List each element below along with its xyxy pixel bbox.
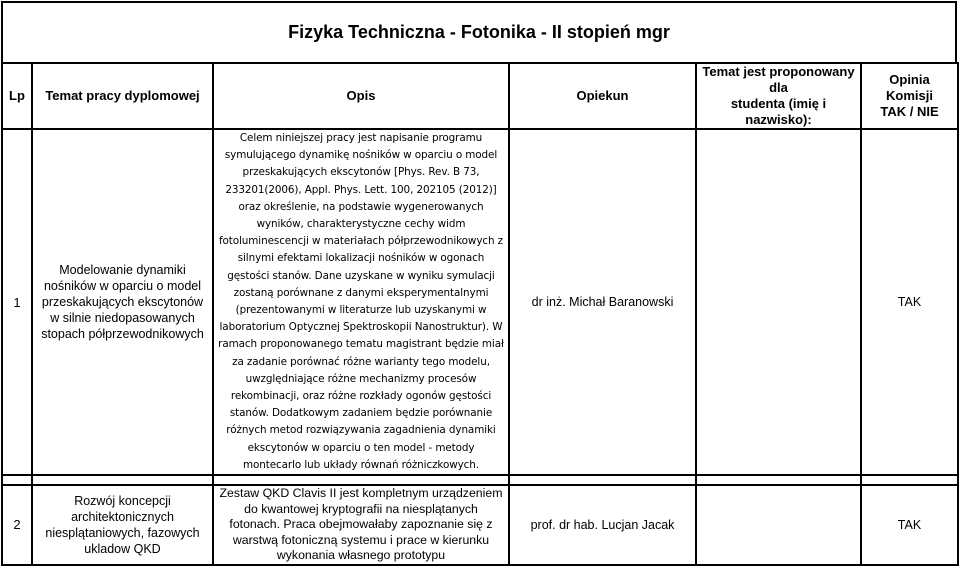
committee-opinion: TAK — [861, 485, 958, 565]
header-opinion-line3: TAK / NIE — [880, 104, 939, 119]
thesis-supervisor: prof. dr hab. Lucjan Jacak — [509, 485, 696, 565]
header-proposed-line2: studenta (imię i nazwisko): — [730, 96, 827, 127]
header-committee-opinion — [861, 63, 958, 129]
header-supervisor: Opiekun — [509, 63, 696, 129]
thesis-topic: Modelowanie dynamiki nośników w oparciu o model przeskakujących ekscytonów w silnie niedopasowanych stopach półprzewodnikowych — [32, 129, 213, 475]
thesis-supervisor: dr inż. Michał Baranowski — [509, 129, 696, 475]
committee-opinion: TAK — [861, 129, 958, 475]
proposed-student — [696, 129, 861, 475]
header-topic: Temat pracy dyplomowej — [32, 63, 213, 129]
thesis-topic: Rozwój koncepcji architektonicznych niesplątaniowych, fazowych ukladow QKD — [32, 485, 213, 565]
thesis-description: Zestaw QKD Clavis II jest kompletnym urządzeniem do kwantowej kryptografii na niesplątanych fotonach. Praca obejmowałaby zapoznanie się z warstwą fotoniczną systemu i prace w kierunku wykonania własnego prototypu — [213, 485, 509, 565]
topics-table — [1, 62, 959, 566]
header-proposed-line1: Temat jest proponowany dla — [702, 64, 855, 95]
page-title: Fizyka Techniczna - Fotonika - II stopień mgr — [1, 1, 957, 64]
table-row — [2, 485, 958, 565]
table-header-row — [2, 63, 958, 129]
table-row — [2, 129, 958, 475]
header-description: Opis — [213, 63, 509, 129]
header-opinion-line1: Opinia — [889, 72, 930, 87]
header-proposed-for — [696, 63, 861, 129]
header-lp: Lp — [2, 63, 32, 129]
row-number: 1 — [2, 129, 32, 475]
header-opinion-line2: Komisji — [886, 88, 933, 103]
thesis-description: Celem niniejszej pracy jest napisanie programu symulującego dynamikę nośników w oparciu o model przeskakujących ekscytonów [Phys. Rev. B 73, 233201(2006), Appl. Phys. Lett. 100, 202105 (2012)] oraz określenie, na podstawie wygenerowanych wyników, charakterystyczne cechy widm fotoluminescencji w materiałach półprzewodnikowych z silnymi efektami lokalizacji nośników w ogonach gęstości stanów. Dane uzyskane w wyniku symulacji zostaną porównane z danymi eksperymentalnymi (prezentowanymi w literaturze lub uzyskanymi w laboratorium Optycznej Spektroskopii Nanostruktur). W ramach proponowanego tematu magistrant będzie miał za zadanie porównać różne warianty tego modelu, uwzględniające różne mechanizmy procesów rekombinacji, oraz różne rozkłady ogonów gęstości stanów. Dodatkowym zadaniem będzie porównanie różnych metod rozwiązywania zagadnienia dynamiki ekscytonów w oparciu o ten model - metody montecarlo lub układy równań różniczkowych. — [213, 129, 509, 475]
proposed-student — [696, 485, 861, 565]
row-number: 2 — [2, 485, 32, 565]
row-separator — [2, 475, 958, 485]
